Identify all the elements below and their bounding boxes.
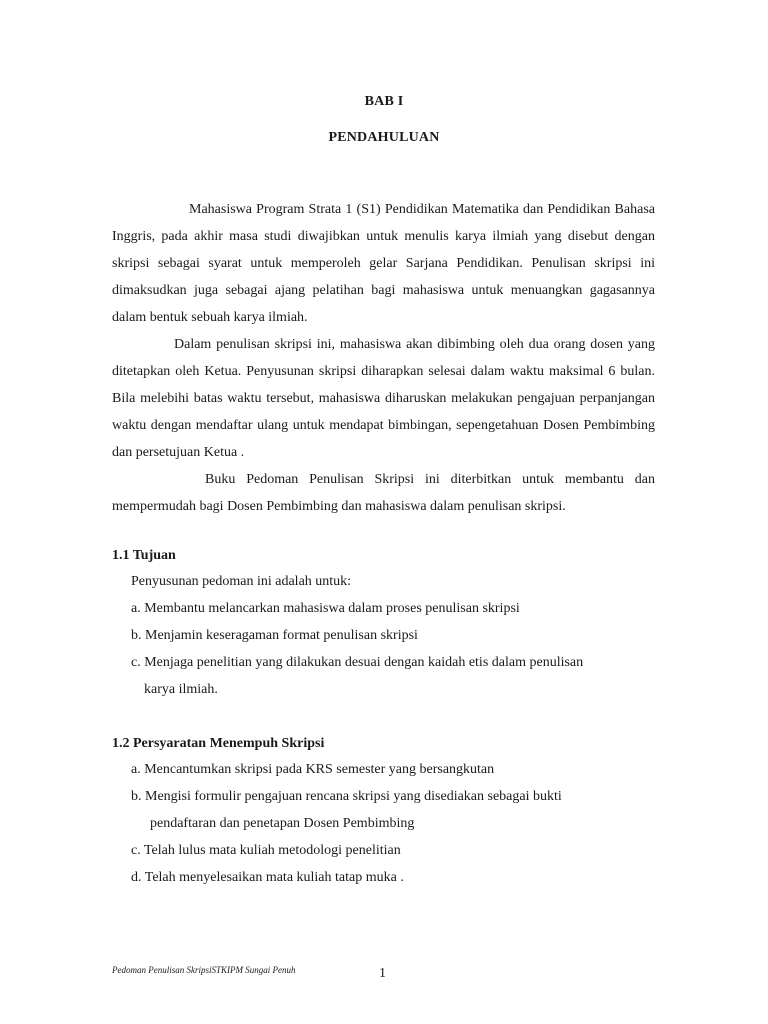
list-item: a. Mencantumkan skripsi pada KRS semester yang bersangkutan	[131, 762, 495, 777]
section-intro: Penyusunan pedoman ini adalah untuk:	[131, 574, 352, 589]
chapter-number: BAB I	[364, 94, 404, 109]
list-item: d. Telah menyelesaikan mata kuliah tatap muka .	[131, 870, 404, 885]
chapter-title: PENDAHULUAN	[328, 130, 440, 145]
paragraph-1-text: Mahasiswa Program Strata 1 (S1) Pendidikan Matematika dan Pendidikan Bahasa Inggris, pada akhir masa studi diwajibkan untuk menulis karya ilmiah yang disebut dengan skripsi sebagai syarat untuk memperoleh gelar Sarjana Pendidikan. Penulisan skripsi ini dimaksudkan juga sebagai ajang pelatihan bagi mahasiswa untuk menuangkan gagasannya dalam bentuk sebuah karya ilmiah.	[112, 202, 655, 325]
section-heading-persyaratan: 1.2 Persyaratan Menempuh Skripsi	[112, 736, 325, 751]
list-item: a. Membantu melancarkan mahasiswa dalam proses penulisan skripsi	[131, 601, 520, 616]
paragraph-2	[112, 331, 655, 466]
paragraph-3-text: Buku Pedoman Penulisan Skripsi ini diterbitkan untuk membantu dan mempermudah bagi Dosen Pembimbing dan mahasiswa dalam penulisan skripsi.	[112, 472, 655, 514]
list-item-continuation: pendaftaran dan penetapan Dosen Pembimbing	[150, 816, 415, 831]
paragraph-2-text: Dalam penulisan skripsi ini, mahasiswa akan dibimbing oleh dua orang dosen yang ditetapkan oleh Ketua. Penyusunan skripsi diharapkan selesai dalam waktu maksimal 6 bulan. Bila melebihi batas waktu tersebut, mahasiswa diharuskan melakukan pengajuan perpanjangan waktu dengan mendaftar ulang untuk mendapat bimbingan, sepengetahuan Dosen Pembimbing dan persetujuan Ketua .	[112, 337, 655, 460]
list-item: b. Menjamin keseragaman format penulisan skripsi	[131, 628, 418, 643]
list-item-continuation: karya ilmiah.	[144, 682, 218, 697]
list-item: b. Mengisi formulir pengajuan rencana skripsi yang disediakan sebagai bukti	[131, 789, 562, 804]
paragraph-3	[112, 466, 655, 520]
paragraph-1	[112, 196, 655, 331]
list-item: c. Menjaga penelitian yang dilakukan desuai dengan kaidah etis dalam penulisan	[131, 655, 584, 670]
page-number: 1	[379, 966, 386, 981]
section-heading-tujuan: 1.1 Tujuan	[112, 548, 176, 563]
list-item: c. Telah lulus mata kuliah metodologi penelitian	[131, 843, 401, 858]
footer-text: Pedoman Penulisan SkripsiSTKIPM Sungai Penuh	[112, 965, 296, 975]
